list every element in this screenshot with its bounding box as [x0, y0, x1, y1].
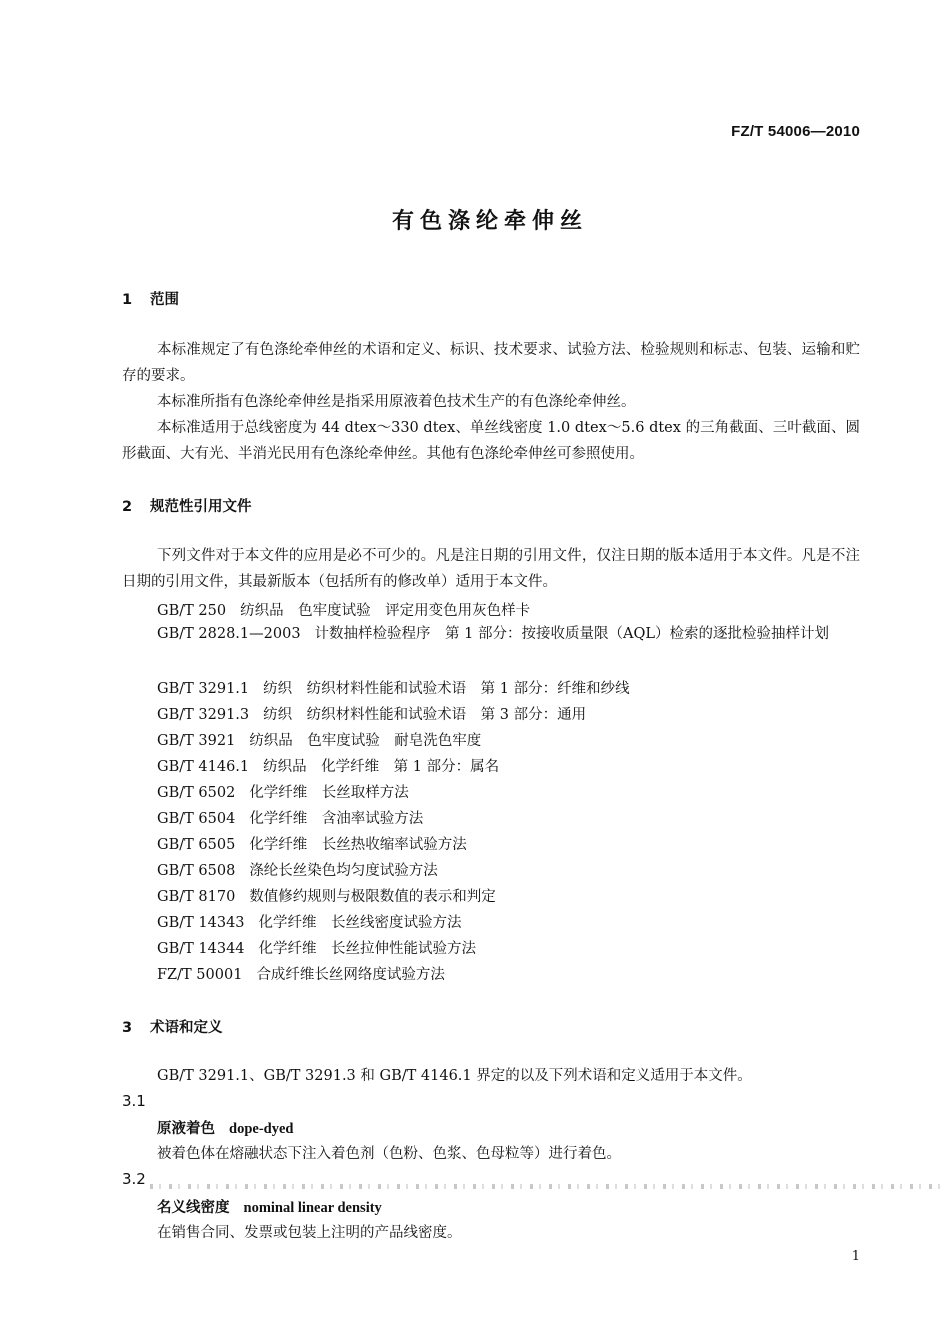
reference-title: 数值修约规则与极限数值的表示和判定 — [249, 889, 496, 905]
reference-item — [157, 781, 409, 802]
scope-paragraph: 本标准所指有色涤纶牵伸丝是指采用原液着色技术生产的有色涤纶牵伸丝。 — [157, 394, 636, 410]
clause-number: 3.2 — [122, 1170, 146, 1188]
reference-item — [157, 859, 438, 880]
reference-title: 涤纶长丝染色均匀度试验方法 — [249, 863, 438, 879]
reference-code: GB/T 3921 — [157, 733, 236, 749]
term-definition: 被着色体在熔融状态下注入着色剂（色粉、色浆、色母粒等）进行着色。 — [157, 1146, 621, 1162]
reference-item — [157, 885, 496, 906]
section-title: 规范性引用文件 — [150, 499, 252, 515]
reference-code: GB/T 2828.1—2003 — [157, 626, 301, 642]
section-heading-scope — [122, 288, 179, 309]
standard-code: FZ/T 54006—2010 — [731, 123, 860, 140]
reference-item — [157, 807, 423, 828]
terms-intro: GB/T 3291.1、GB/T 3291.3 和 GB/T 4146.1 界定的以及下列术语和定义适用于本文件。 — [157, 1068, 752, 1084]
reference-item — [157, 599, 530, 620]
reference-item — [122, 621, 860, 647]
reference-item — [157, 911, 462, 932]
reference-item — [157, 677, 630, 698]
references-intro: 下列文件对于本文件的应用是必不可少的。凡是注日期的引用文件，仅注日期的版本适用于本文件。凡是不注日期的引用文件，其最新版本（包括所有的修改单）适用于本文件。 — [122, 548, 860, 590]
term-entry — [157, 1117, 293, 1138]
section-number: 3 — [122, 1020, 133, 1036]
reference-item — [157, 963, 445, 984]
section-heading-terms-definitions — [122, 1016, 223, 1037]
reference-title: 纺织 纺织材料性能和试验术语 第 3 部分：通用 — [263, 707, 587, 723]
reference-title: 化学纤维 长丝拉伸性能试验方法 — [258, 941, 477, 957]
section-title: 术语和定义 — [150, 1020, 223, 1036]
term-definition: 在销售合同、发票或包装上注明的产品线密度。 — [157, 1225, 462, 1241]
reference-code: GB/T 3291.1 — [157, 681, 250, 697]
term-entry — [157, 1196, 382, 1217]
reference-title: 化学纤维 含油率试验方法 — [249, 811, 424, 827]
reference-code: GB/T 4146.1 — [157, 759, 250, 775]
reference-title: 纺织品 化学纤维 第 1 部分：属名 — [263, 759, 500, 775]
reference-item — [157, 729, 481, 750]
term-chinese: 原液着色 — [157, 1121, 215, 1137]
scan-artifact — [150, 1184, 945, 1189]
reference-item — [157, 755, 499, 776]
document-title: 有色涤纶牵伸丝 — [391, 209, 588, 234]
scope-paragraph: 本标准规定了有色涤纶牵伸丝的术语和定义、标识、技术要求、试验方法、检验规则和标志、包装、运输和贮存的要求。 — [122, 342, 860, 384]
reference-code: GB/T 6505 — [157, 837, 236, 853]
scope-paragraph: 本标准适用于总线密度为 44 dtex～330 dtex、单丝线密度 1.0 dtex～5.6 dtex 的三角截面、三叶截面、圆形截面、大有光、半消光民用有色涤纶牵伸丝。其他有色涤纶牵伸丝可参照使用。 — [122, 420, 860, 462]
reference-item — [157, 833, 467, 854]
reference-title: 纺织品 色牢度试验 耐皂洗色牢度 — [249, 733, 482, 749]
reference-code: GB/T 6508 — [157, 863, 236, 879]
reference-code: GB/T 6502 — [157, 785, 236, 801]
reference-title: 合成纤维长丝网络度试验方法 — [256, 967, 445, 983]
reference-item — [157, 937, 476, 958]
term-english: nominal linear density — [243, 1200, 382, 1216]
reference-code: GB/T 3291.3 — [157, 707, 250, 723]
reference-code: GB/T 250 — [157, 603, 227, 619]
section-number: 2 — [122, 499, 133, 515]
reference-title: 纺织品 色牢度试验 评定用变色用灰色样卡 — [240, 603, 531, 619]
section-title: 范围 — [150, 292, 179, 308]
page-number: 1 — [851, 1249, 860, 1264]
reference-title: 化学纤维 长丝热收缩率试验方法 — [249, 837, 467, 853]
section-heading-normative-references — [122, 495, 252, 516]
reference-code: FZ/T 50001 — [157, 967, 243, 983]
reference-code: GB/T 6504 — [157, 811, 236, 827]
reference-code: GB/T 14343 — [157, 915, 245, 931]
reference-title: 化学纤维 长丝取样方法 — [249, 785, 409, 801]
reference-code: GB/T 8170 — [157, 889, 236, 905]
reference-item — [157, 703, 586, 724]
clause-number: 3.1 — [122, 1092, 146, 1110]
reference-code: GB/T 14344 — [157, 941, 245, 957]
section-number: 1 — [122, 292, 133, 308]
reference-title: 化学纤维 长丝线密度试验方法 — [258, 915, 462, 931]
term-english: dope-dyed — [229, 1121, 294, 1137]
reference-title: 纺织 纺织材料性能和试验术语 第 1 部分：纤维和纱线 — [263, 681, 630, 697]
reference-title: 计数抽样检验程序 第 1 部分：按接收质量限（AQL）检索的逐批检验抽样计划 — [314, 626, 829, 642]
term-chinese: 名义线密度 — [157, 1200, 230, 1216]
